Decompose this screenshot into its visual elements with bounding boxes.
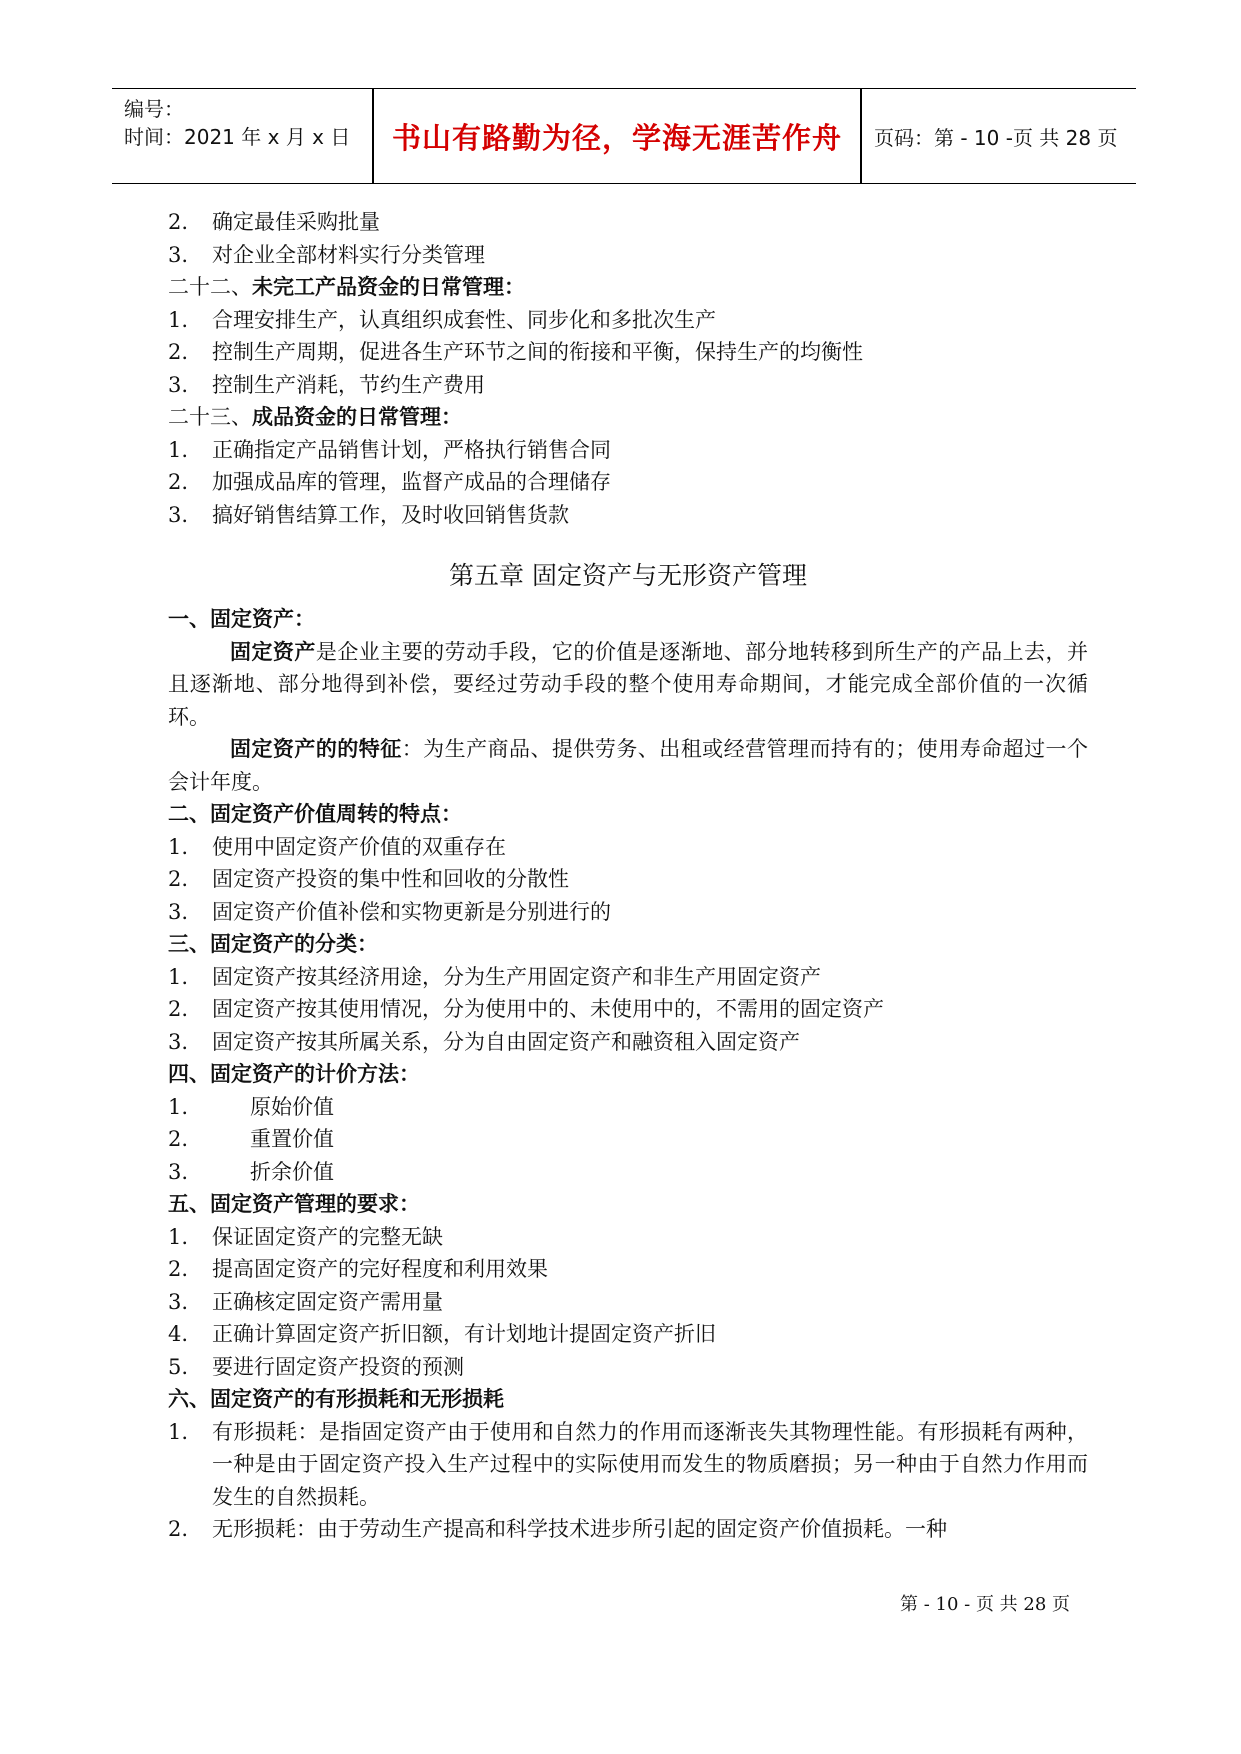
list-item: 1. 保证固定资产的完整无缺 [168,1224,443,1249]
list-item: 3. 对企业全部材料实行分类管理 [168,242,485,267]
header-motto: 书山有路勤为径，学海无涯苦作舟 [391,120,842,155]
page-header [112,88,1136,184]
list-item: 3. 正确核定固定资产需用量 [168,1289,443,1314]
list-item: 2. 控制生产周期，促进各生产环节之间的衔接和平衡，保持生产的均衡性 [168,340,863,364]
list-item: 2. 提高固定资产的完好程度和利用效果 [168,1257,548,1281]
document-body [168,206,1088,1546]
section-heading: 三、固定资产的分类： [168,931,378,956]
list-item: 3. 固定资产价值补偿和实物更新是分别进行的 [168,899,611,924]
serial-label: 编号： [124,97,184,121]
list-item: 1. 有形损耗：是指固定资产由于使用和自然力的作用而逐渐丧失其物理性能。有形损耗有两种，一种是由于固定资产投入生产过程中的实际使用而发生的物质磨损；另一种由于自然力作用而发生的自然损耗。 [168,1419,1088,1509]
list-item: 1. 使用中固定资产价值的双重存在 [168,834,506,859]
header-divider [860,89,862,183]
time-label: 时间：2021 年 x 月 x 日 [124,125,351,149]
list-item: 1. 合理安排生产，认真组织成套性、同步化和多批次生产 [168,307,716,332]
list-item: 1. 固定资产按其经济用途，分为生产用固定资产和非生产用固定资产 [168,964,821,989]
section-heading: 二十二、未完工产品资金的日常管理： [168,274,525,299]
list-item: 3. 控制生产消耗，节约生产费用 [168,372,485,397]
section-heading: 二、固定资产价值周转的特点： [168,801,462,826]
list-item: 3. 固定资产按其所属关系，分为自由固定资产和融资租入固定资产 [168,1029,800,1054]
list-item: 4. 正确计算固定资产折旧额，有计划地计提固定资产折旧 [168,1322,716,1346]
list-item: 2. 无形损耗：由于劳动生产提高和科学技术进步所引起的固定资产价值损耗。一种 [168,1517,947,1541]
section-heading: 六、固定资产的有形损耗和无形损耗 [168,1386,504,1411]
list-item: 1. 正确指定产品销售计划，严格执行销售合同 [168,437,611,462]
list-item: 1. 原始价值 [168,1094,334,1119]
section-heading: 五、固定资产管理的要求： [168,1191,420,1216]
paragraph: 固定资产的的特征：为生产商品、提供劳务、出租或经营管理而持有的；使用寿命超过一个会计年度。 [168,736,1089,794]
list-item: 2. 固定资产按其使用情况，分为使用中的、未使用中的，不需用的固定资产 [168,997,884,1021]
section-heading: 一、固定资产： [168,606,315,631]
header-page-label: 页码：第 - 10 -页 共 28 页 [874,125,1118,150]
chapter-title: 第五章 固定资产与无形资产管理 [449,561,807,590]
header-meta [124,89,374,189]
list-item: 3. 折余价值 [168,1159,334,1184]
list-item: 3. 搞好销售结算工作，及时收回销售货款 [168,502,569,527]
section-heading: 二十三、成品资金的日常管理： [168,404,462,429]
list-item: 2. 重置价值 [168,1127,334,1151]
list-item: 2. 加强成品库的管理，监督产成品的合理储存 [168,470,611,494]
list-item: 2. 确定最佳采购批量 [168,210,380,234]
page-footer: 第 - 10 - 页 共 28 页 [900,1594,1071,1615]
section-heading: 四、固定资产的计价方法： [168,1061,420,1086]
list-item: 2. 固定资产投资的集中性和回收的分散性 [168,867,569,891]
paragraph: 固定资产是企业主要的劳动手段，它的价值是逐渐地、部分地转移到所生产的产品上去，并且逐渐地、部分地得到补偿，要经过劳动手段的整个使用寿命期间，才能完成全部价值的一次循环。 [168,638,1089,729]
list-item: 5. 要进行固定资产投资的预测 [168,1354,464,1379]
